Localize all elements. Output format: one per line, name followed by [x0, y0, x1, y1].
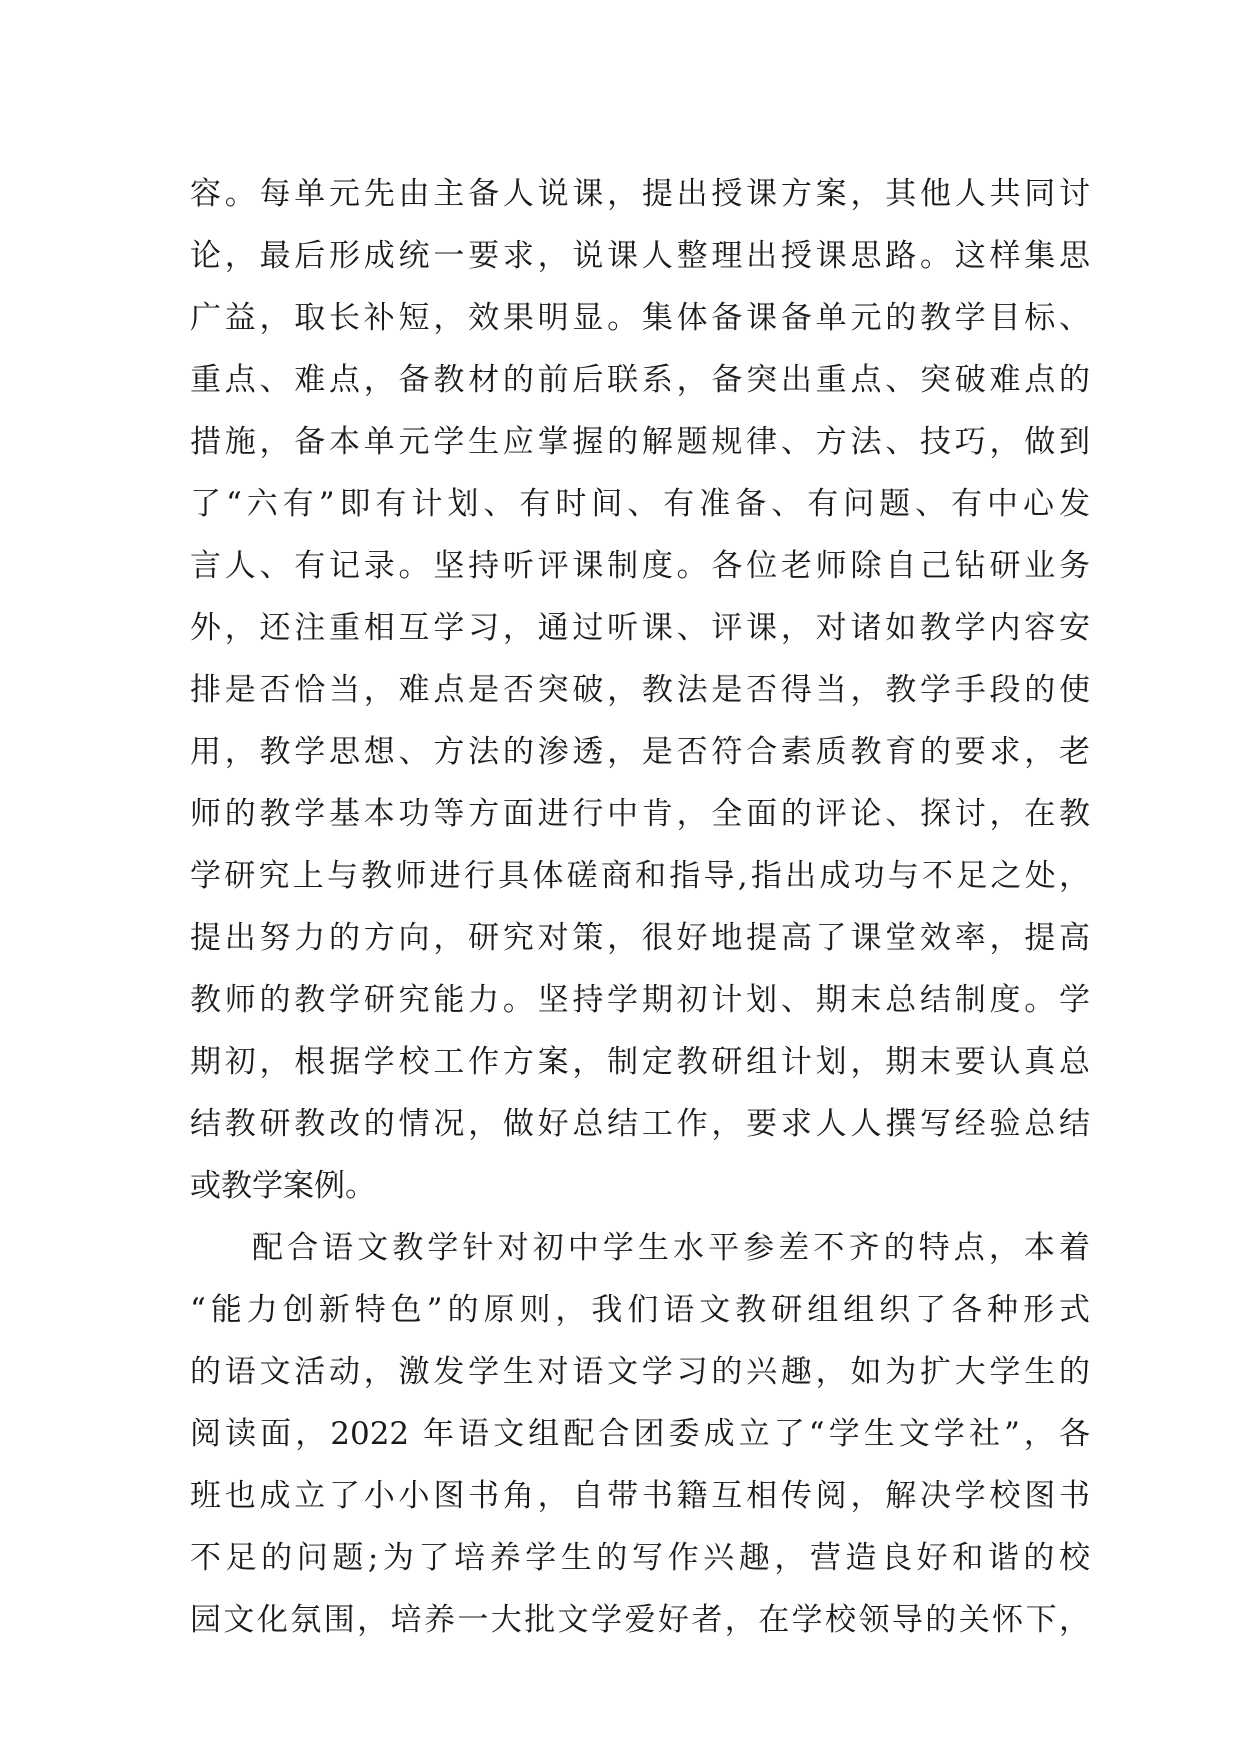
text-line: 用，教学思想、方法的渗透，是否符合素质教育的要求，老 — [190, 734, 1090, 770]
text-line: 学研究上与教师进行具体磋商和指导,指出成功与不足之处， — [190, 858, 1090, 894]
text-line: 提出努力的方向，研究对策，很好地提高了课堂效率，提高 — [190, 920, 1090, 956]
text-line: 外，还注重相互学习，通过听课、评课，对诸如教学内容安 — [190, 610, 1090, 646]
text-line: “能力创新特色”的原则，我们语文教研组组织了各种形式 — [190, 1292, 1090, 1328]
text-line: 重点、难点，备教材的前后联系，备突出重点、突破难点的 — [190, 362, 1090, 398]
text-line: 广益，取长补短，效果明显。集体备课备单元的教学目标、 — [190, 300, 1090, 336]
text-line: 师的教学基本功等方面进行中肯，全面的评论、探讨，在教 — [190, 796, 1090, 832]
text-line: 措施，备本单元学生应掌握的解题规律、方法、技巧，做到 — [190, 424, 1090, 460]
text-line: 排是否恰当，难点是否突破，教法是否得当，教学手段的使 — [190, 672, 1090, 708]
text-line: 容。每单元先由主备人说课，提出授课方案，其他人共同讨 — [190, 176, 1090, 212]
text-line: 教师的教学研究能力。坚持学期初计划、期末总结制度。学 — [190, 982, 1090, 1018]
body-text — [190, 163, 1090, 1651]
paragraph-end-line: 或教学案例。 — [190, 1168, 376, 1204]
text-line: 的语文活动，激发学生对语文学习的兴趣，如为扩大学生的 — [190, 1354, 1090, 1390]
paragraph-start-line: 配合语文教学针对初中学生水平参差不齐的特点，本着 — [252, 1230, 1090, 1266]
text-line: 班也成立了小小图书角，自带书籍互相传阅，解决学校图书 — [190, 1478, 1090, 1514]
text-line: 了“六有”即有计划、有时间、有准备、有问题、有中心发 — [190, 486, 1090, 522]
text-line: 论，最后形成统一要求，说课人整理出授课思路。这样集思 — [190, 238, 1090, 274]
text-line: 言人、有记录。坚持听评课制度。各位老师除自己钻研业务 — [190, 548, 1090, 584]
text-line: 结教研教改的情况，做好总结工作，要求人人撰写经验总结 — [190, 1106, 1090, 1142]
text-line: 园文化氛围，培养一大批文学爱好者，在学校领导的关怀下， — [190, 1602, 1090, 1638]
text-line: 阅读面，2022 年语文组配合团委成立了“学生文学社”，各 — [190, 1416, 1090, 1452]
text-line: 不足的问题;为了培养学生的写作兴趣，营造良好和谐的校 — [190, 1540, 1090, 1576]
text-line: 期初，根据学校工作方案，制定教研组计划，期末要认真总 — [190, 1044, 1090, 1080]
